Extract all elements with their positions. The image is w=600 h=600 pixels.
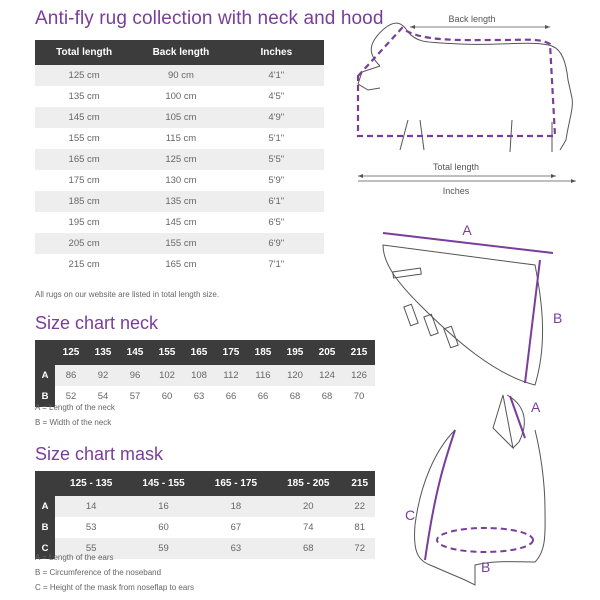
total-length-label: Total length [432, 162, 480, 172]
mask-table-cell: 72 [344, 538, 375, 559]
rug-table-cell: 5'5" [229, 149, 324, 170]
rug-table-cell: 165 cm [165, 259, 197, 270]
mask-table-row [35, 517, 375, 538]
rug-table-cell: 7'1" [268, 259, 285, 270]
neck-table-cell: 54 [97, 391, 109, 402]
mask-table-cell: 16 [127, 496, 199, 517]
neck-table-cell: 52 [65, 391, 77, 402]
rug-table-cell: 4'5" [268, 91, 285, 102]
rug-table-row [35, 128, 324, 149]
neck-b-line [525, 260, 540, 383]
mask-diagram [395, 390, 595, 595]
rug-size-table [35, 40, 324, 275]
col-back-length: Back length [133, 40, 228, 65]
mask-table-cell: 60 [158, 522, 169, 533]
neck-legend-b: B = Width of the neck [35, 418, 112, 427]
mask-table-header [35, 471, 375, 496]
rug-table-cell: 135 cm [133, 191, 228, 212]
rug-table-cell: 6'9" [229, 233, 324, 254]
rug-table-row [35, 254, 324, 275]
neck-table-cell: 86 [55, 365, 87, 386]
neck-table-row [35, 365, 375, 386]
rug-note: All rugs on our website are listed in total length size. [35, 290, 220, 299]
neck-corner-cell [35, 340, 55, 365]
rug-table-cell: 4'1" [229, 65, 324, 86]
mask-table-cell: 20 [272, 496, 344, 517]
rug-table-cell: 130 cm [165, 175, 197, 186]
neck-table-header [35, 340, 375, 365]
col-inches: Inches [229, 40, 324, 65]
neck-table-cell: 66 [225, 391, 237, 402]
mask-header-cell: 185 - 205 [272, 471, 344, 496]
mask-row-label: B [35, 517, 55, 538]
mask-legend-c: C = Height of the mask from noseflap to ears [35, 583, 194, 592]
neck-title: Size chart neck [35, 313, 159, 333]
rug-table-cell: 5'9" [268, 175, 285, 186]
neck-table-cell: 68 [289, 391, 301, 402]
rug-table-cell: 125 cm [35, 65, 133, 86]
mask-header-cell: 165 - 175 [200, 471, 272, 496]
mask-header-cell: 125 - 135 [55, 471, 127, 496]
rug-table-cell: 125 cm [133, 149, 228, 170]
neck-table-cell: 63 [193, 391, 205, 402]
mask-table-cell: 22 [344, 496, 375, 517]
neck-header-cell: 155 [151, 340, 183, 365]
rug-table-cell: 90 cm [133, 65, 228, 86]
neck-size-table [35, 340, 375, 407]
neck-header-cell: 145 [119, 340, 151, 365]
rug-table-row [35, 149, 324, 170]
ear-left [493, 395, 513, 448]
neck-table-cell: 96 [119, 365, 151, 386]
rug-table-row [35, 212, 324, 233]
rug-table-cell: 195 cm [68, 217, 100, 228]
neck-table-cell: 68 [321, 391, 333, 402]
neck-table-cell: 92 [87, 365, 119, 386]
neck-header-cell: 125 [55, 340, 87, 365]
rug-table-row [35, 191, 324, 212]
mask-row-label: A [35, 496, 55, 517]
mask-legend-a: A = Length of the ears [35, 553, 114, 562]
horse-outline [358, 23, 572, 152]
neck-header-cell: 185 [247, 340, 279, 365]
neck-table-cell: 126 [343, 365, 375, 386]
mask-table-cell: 74 [302, 522, 314, 533]
mask-a-line [510, 396, 525, 438]
neck-table-cell: 120 [279, 365, 311, 386]
neck-table-cell: 102 [151, 365, 183, 386]
mask-table-cell: 53 [85, 522, 97, 533]
mask-table-cell: 59 [127, 538, 199, 559]
rug-table-cell: 5'1" [268, 133, 285, 144]
neck-header-cell: 195 [279, 340, 311, 365]
mask-header-cell: 145 - 155 [127, 471, 199, 496]
mask-table-cell: 18 [200, 496, 272, 517]
ear-right [507, 395, 524, 448]
rug-table-cell: 155 cm [133, 233, 228, 254]
inches-label: Inches [442, 186, 470, 196]
col-total-length: Total length [35, 40, 133, 65]
mask-title: Size chart mask [35, 444, 164, 464]
rug-table-cell: 155 cm [68, 133, 100, 144]
rug-table-row [35, 170, 324, 191]
neck-table-cell: 112 [215, 365, 247, 386]
mask-table-cell: 14 [55, 496, 127, 517]
rug-table-cell: 165 cm [35, 149, 133, 170]
neck-table-cell: 108 [183, 365, 215, 386]
rug-table-cell: 145 cm [165, 217, 197, 228]
mask-table-cell: 63 [200, 538, 272, 559]
neck-row-label: B [35, 386, 55, 407]
rug-table-cell: 175 cm [68, 175, 100, 186]
mask-table-cell: 55 [55, 538, 127, 559]
mask-table-row [35, 496, 375, 517]
rug-table-row [35, 86, 324, 107]
rug-table-cell: 115 cm [165, 133, 197, 144]
rug-table-row [35, 107, 324, 128]
mask-corner-cell [35, 471, 55, 496]
neck-table-cell: 124 [311, 365, 343, 386]
neck-table-cell: 70 [353, 391, 365, 402]
mask-row-label: C [35, 538, 55, 559]
back-length-label: Back length [448, 14, 496, 24]
mask-legend-b: B = Circumference of the noseband [35, 568, 162, 577]
mask-b-ellipse [437, 528, 533, 552]
rug-diagram [340, 0, 595, 200]
mask-header-cell: 215 [344, 471, 375, 496]
rug-table-cell: 100 cm [165, 91, 197, 102]
neck-b-label: B [553, 310, 563, 326]
rug-title: Anti-fly rug collection with neck and hood [35, 8, 384, 29]
neck-header-cell: 175 [215, 340, 247, 365]
neck-table-cell: 66 [257, 391, 269, 402]
neck-row-label: A [35, 365, 55, 386]
rug-table-row [35, 233, 324, 254]
neck-header-cell: 215 [343, 340, 375, 365]
mask-table-cell: 68 [272, 538, 344, 559]
mask-table-cell: 67 [230, 522, 242, 533]
rug-table-cell: 205 cm [35, 233, 133, 254]
mask-b-label: B [481, 559, 491, 575]
rug-table-cell: 6'1" [229, 191, 324, 212]
rug-table-header [35, 40, 324, 65]
neck-diagram [375, 215, 575, 395]
rug-table-cell: 4'9" [229, 107, 324, 128]
rug-table-cell: 135 cm [68, 91, 100, 102]
rug-table-cell: 145 cm [35, 107, 133, 128]
neck-table-cell: 60 [161, 391, 173, 402]
rug-table-cell: 215 cm [68, 259, 100, 270]
neck-header-cell: 205 [311, 340, 343, 365]
rug-table-row [35, 65, 324, 86]
neck-table-cell: 57 [129, 391, 141, 402]
neck-a-label: A [462, 222, 472, 238]
mask-a-label: A [531, 399, 541, 415]
mask-c-label: C [405, 507, 416, 523]
rug-table-cell: 185 cm [35, 191, 133, 212]
neck-header-cell: 135 [87, 340, 119, 365]
rug-table-cell: 6'5" [268, 217, 285, 228]
mask-table-cell: 81 [354, 522, 365, 533]
neck-legend-a: A = Length of the neck [35, 403, 115, 412]
mask-size-table [35, 471, 375, 559]
neck-header-cell: 165 [183, 340, 215, 365]
neck-table-cell: 116 [247, 365, 279, 386]
rug-table-cell: 105 cm [133, 107, 228, 128]
